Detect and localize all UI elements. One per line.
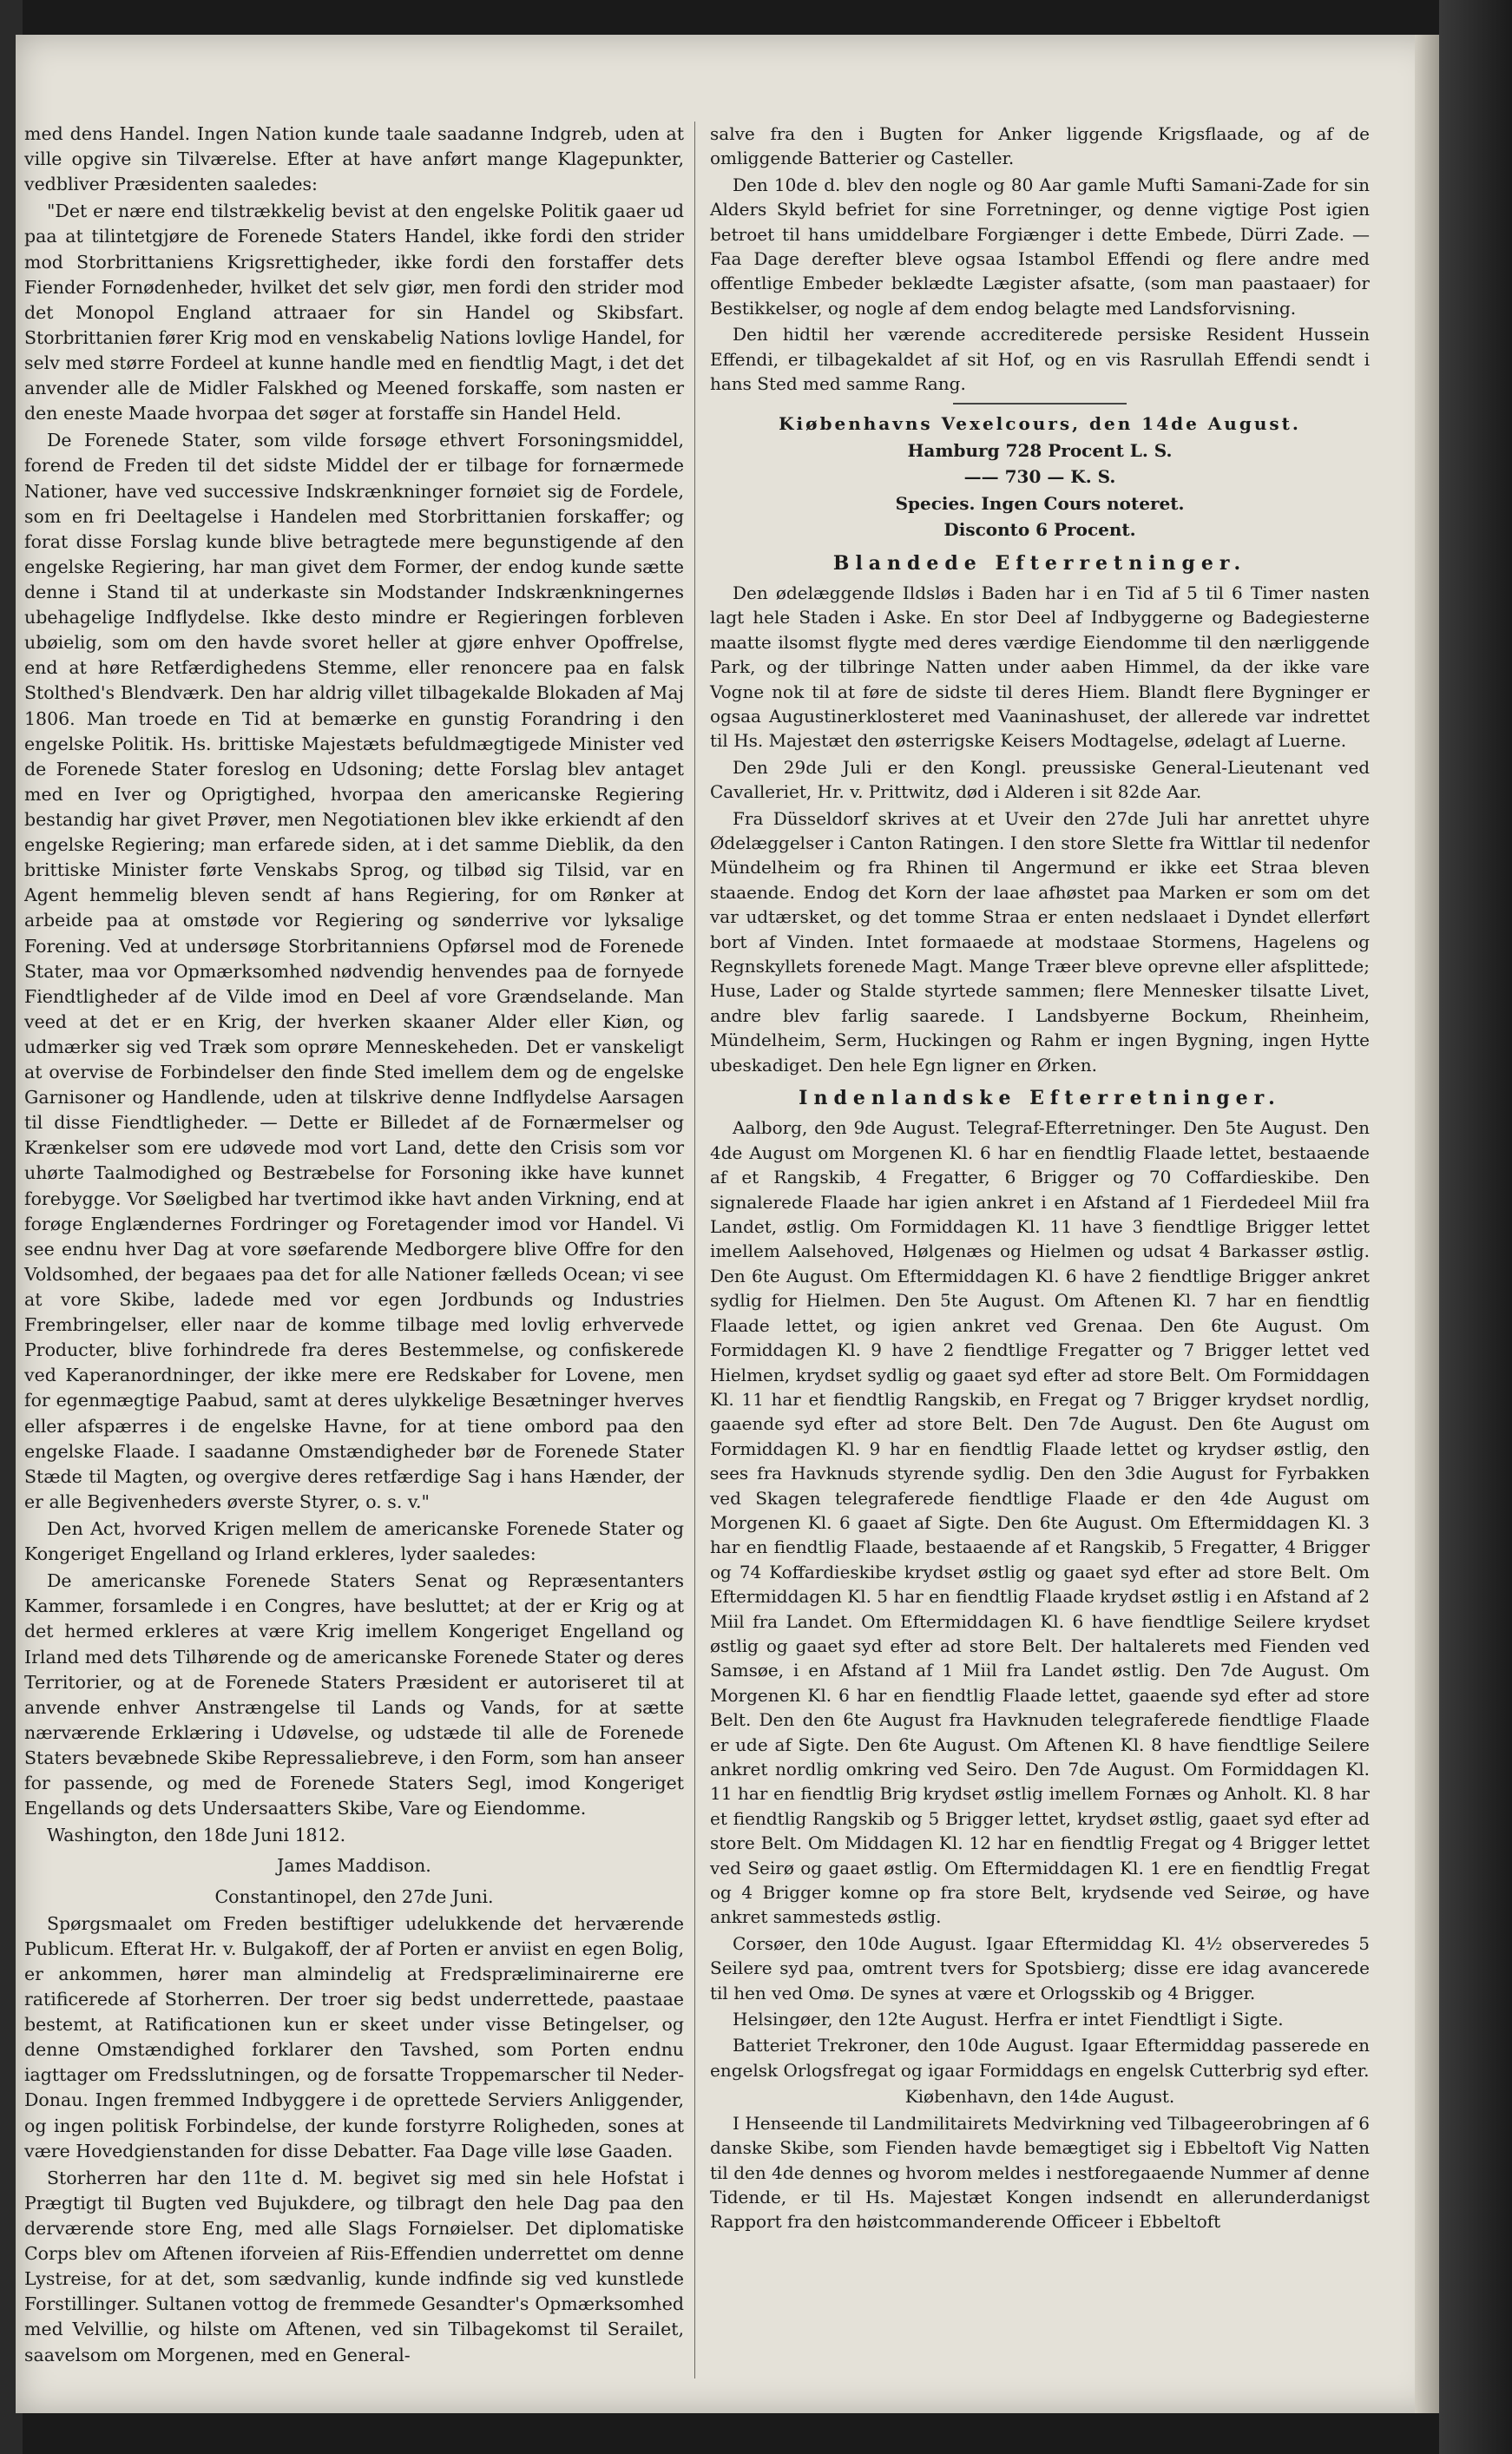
- dateline-kiobenhavn: Kiøbenhavn, den 14de August.: [904, 2086, 1175, 2108]
- article-paragraph: De americanske Forenede Staters Senat og Repræsentanters Kammer, forsamlede i en Congres, have besluttet; at der er Krig og at det hermed erkleres at være Krig imellem Kongeriget Engelland og Irland med dets Tilhørende og de americanske Forenede Stater og deres Territorier, og at de Forenede Staters Præsident er autoriseret til at anvende enhver Anstrængelse til Lands og Vands, for at sætte nærværende Erklæring i Udøvelse, og udstæde til alle de Forenede Staters bevæbnede Skibe Repressaliebreve, i den Form, som han anseer for passende, og med de Forenede Staters Segl, imod Kongeriget Engellands og dets Undersaatters Skibe, Vare og Eiendomme.: [24, 1570, 684, 1819]
- article-paragraph: salve fra den i Bugten for Anker liggende Krigsflaade, og af de omliggende Batterier og Casteller.: [710, 123, 1370, 169]
- article-paragraph: Spørgsmaalet om Freden bestiftiger udelukkende det herværende Publicum. Efterat Hr. v. Bulgakoff, der af Porten er anviist en egen Bolig, er ankommen, hører man almindelig at Fredspræliminairerne ere ratificerede af Storherren. Der troer sig bedst underrettede, paastaae bestemt, at Ratificationen kun er skeet under visse Betingelser, og denne Omstændighed forklarer den Tavshed, som Porten endnu iagttager om Fredsslutningen, og de forsatte Troppemarscher til Neder-Donau. Ingen fremmed Indbyggere i de oprettede Serviers Anliggender, og ingen politisk Forbindelse, der kunde forstyrre Roligheden, sones at være Hovedgienstanden for disse Debatter. Faa Dage ville løse Gaaden.: [24, 1912, 684, 2161]
- section-heading-blandede: Blandede Efterretninger.: [832, 551, 1247, 575]
- dateline: Washington, den 18de Juni 1812.: [47, 1825, 346, 1846]
- article-paragraph: "Det er nære end tilstrækkelig bevist at den engelske Politik gaaer ud paa at tilintetgjøre de Forenede Staters Handel, ikke fordi den strider mod Storbrittaniens Krigsrettigheder, ikke fordi den forstaffer dets Fiender Fornødenheder, hvilket det selv giør, men fordi den strider mod det Monopol England attraaer for sin Handel og Skibsfart. Storbrittanien fører Krig mod en venskabelig Nations lovlige Handel, for selv med større Fordeel at kunne handle med en fiendtlig Magt, i det det anvender alle de Midler Falskhed og Meened forskaffe, som nasten er den eneste Maade hvorpaa det søger at forstaffe sin Handel Held.: [24, 201, 684, 424]
- column-divider: [694, 122, 695, 2378]
- article-paragraph: Den hidtil her værende accrediterede persiske Resident Hussein Effendi, er tilbagekaldet af sit Hof, og en vis Rasrullah Effendi sendt i hans Sted med samme Rang.: [710, 324, 1370, 395]
- article-paragraph: med dens Handel. Ingen Nation kunde taale saadanne Indgreb, uden at ville opgive sin Tilværelse. Efter at have anført mange Klagepunkter, vedbliver Præsidenten saaledes:: [24, 123, 684, 195]
- signature: James Maddison.: [277, 1855, 431, 1877]
- article-paragraph: De Forenede Stater, som vilde forsøge ethvert Forsoningsmiddel, forend de Freden til det sidste Middel der er tilbage for fornærmede Nationer, have ved successive Indskrænkninger fornøiet sig de Fordele, som en fri Deeltagelse i Handelen med Storbrittanien forskaffer; og forat disse Forslag kunde blive betragtede mere begunstigende af den engelske Regiering, har man givet dem Former, der endog kunde sætte denne i Stand til at underkaste sin Modstander Indskrænkningernes ubehagelige Indflydelse. Ikke desto mindre er Regieringen forbleven ubøielig, som om den havde svoret heller at gjøre enhver Opoffrelse, end at høre Retfærdighedens Stemme, eller renoncere paa en falsk Stolthed's Blendværk. Den har aldrig villet tilbagekalde Blokaden af Maj 1806. Man troede en Tid at bemærke en gunstig Forandring i den engelske Politik. Hs. brittiske Majestæts befuldmægtigede Minister ved de Forenede Stater foreslog en Udsoning; dette Forslag blev antaget med en Iver og Oprigtighed, hvorpaa den americanske Regiering bestandig har givet Prøver, men Negotiationen blev ikke erkiendt af den engelske Regiering; man erfarede siden, at i det samme Dieblik, da den brittiske Minister førte Venskabs Sprog, og tilbød sig Tilsid, var en Agent hemmelig bleven sendt af hans Regiering, for om Rønker at arbeide paa at omstøde vor Regiering og sønderrive vor lyksalige Forening. Ved at undersøge Storbritanniens Opførsel mod de Forenede Stater, maa vor Opmærksomhed nødvendig henvendes paa de fornyede Fiendtligheder af de Vilde imod en Deel af vore Grændselande. Man veed at det er en Krig, der hverken skaaner Alder eller Kiøn, og udmærker sig ved Træk som oprøre Menneskeheden. Det er vanskeligt at overvise de Forbindelser den finde Sted imellem dem og de engelske Garnisoner og Handlende, uden at tilskrive denne Indflydelse Aarsagen til disse Fiendtligheder. — Dette er Billedet af de Fornærmelser og Krænkelser som ere udøvede mod vort Land, dette den Crisis som vor uhørte Taalmodighed og Bestræbelse for Forsoning ikke have kunnet forebygge. Vor Søeligbed har tvertimod ikke havt anden Virkning, end at forøge Englændernes Fordringer og Foretagender imod vor Handel. Vi see endnu hver Dag at vore søefarende Medborgere blive Offre for den Voldsomhed, der begaaes paa det for alle Nationer fælleds Ocean; vi see at vore Skibe, ladede med vor egen Jordbunds og Industries Frembringelser, eller naar de komme tilbage med lovlig erhvervede Producter, blive forhindrede fra deres Bestemmelse, og confiskerede ved Kaperanordninger, der ikke mere ere Redskaber for Lovene, men for egenmægtige Paabud, samt at deres ulykkelige Besætninger hverves eller afspærres i de engelske Havne, for at tiene ombord paa den engelske Flaade. I saadanne Omstændigheder bør de Forenede Stater Stæde til Magten, og overgive deres retfærdige Sag i hans Hænder, der er alle Begivenheders øverste Styrer, o. s. v.": [24, 430, 684, 1512]
- article-paragraph: Aalborg, den 9de August. Telegraf-Efterretninger. Den 5te August. Den 4de August om Morgenen Kl. 6 har en fiendtlig Flaade lettet, bestaaende af et Rangskib, 4 Fregatter, 6 Brigger og 70 Coffardieskibe. Den signalerede Flaade har igien ankret i en Afstand af 1 Fierdedeel Miil fra Landet, østlig. Om Formiddagen Kl. 11 have 3 fiendtlige Brigger lettet imellem Aalsehoved, Hølgenæs og Hielmen og udsat 4 Barkasser østlig. Den 6te August. Om Eftermiddagen Kl. 6 have 2 fiendtlige Brigger ankret sydlig for Hielmen. Den 5te August. Om Aftenen Kl. 7 har en fiendtlig Flaade lettet, og igien ankret ved Grenaa. Den 6te August. Om Formiddagen Kl. 9 have 2 fiendtlige Fregatter og 7 Brigger lettet ved Hielmen, krydset sydlig og gaaet syd efter ad store Belt. Om Formiddagen Kl. 11 har et fiendtlig Rangskib, en Fregat og 7 Brigger krydset nordlig, gaaende syd efter ad store Belt. Den 7de August. Den 6te August om Formiddagen Kl. 9 har en fiendtlig Flaade lettet og krydser østlig, den sees fra Havknuds styrende sydlig. Den den 3die August for Fyrbakken ved Skagen telegraferede fiendtlige Flaade er den 4de August om Morgenen Kl. 6 gaaet af Sigte. Den 6te August. Om Eftermiddagen Kl. 3 har en fiendtlig Flaade, bestaaende af et Rangskib, 5 Fregatter, 4 Brigger og 74 Koffardieskibe krydset østlig og gaaet syd efter ad store Belt. Om Eftermiddagen Kl. 5 har en fiendtlig Flaade krydset østlig i en Afstand af 2 Miil fra Landet. Om Eftermiddagen Kl. 6 have fiendtlige Seilere krydset østlig og gaaet syd efter ad store Belt. Der haltalerets med Fienden ved Samsøe, i en Afstand af 1 Miil fra Landet østlig. Den 7de August. Om Morgenen Kl. 6 har en fiendtlig Flaade lettet, gaaende syd efter ad store Belt. Den den 6te August fra Havknuden telegraferede fiendtlige Flaade er ude af Sigte. Den 6te August. Om Aftenen Kl. 8 have fiendtlige Seilere ankret nordlig omkring ved Seiro. Den 7de August. Om Formiddagen Kl. 11 har en fiendtlig Brig krydset østlig imellem Fornæs og Anholt. Kl. 8 har et fiendtlig Rangskib og 5 Brigger lettet, krydset østlig, gaaet syd efter ad store Belt. Om Middagen Kl. 12 har en fiendtlig Fregat og 4 Brigger lettet ved Seirø og gaaet østlig. Om Eftermiddagen Kl. 1 ere en fiendtlig Fregat og 4 Brigger komne op fra store Belt, krydsende ved Seirøe, og have ankret sammesteds østlig.: [710, 1117, 1370, 1928]
- article-paragraph: Storherren har den 11te d. M. begivet sig med sin hele Hofstat i Prægtigt til Bugten ved Bujukdere, og tilbragt den hele Dag paa den derværende store Eng, med alle Slags Fornøielser. Det diplomatiske Corps blev om Aftenen iforveien af Riis-Effendien underrettet om denne Lystreise, for at det, som sædvanlig, kunde indfinde sig ved kunstlede Forstillinger. Sultanen vottog de fremmede Gesandter's Opmærksomhed med Velvillie, og hilste om Aftenen, ved sin Tilbagekomst til Serailet, saavelsom om Morgenen, med en General-: [24, 2167, 684, 2365]
- right-column: [710, 122, 1370, 2236]
- exchange-title: Kiøbenhavns Vexelcours, den 14de August.: [779, 413, 1301, 435]
- dateline-constantinopel: Constantinopel, den 27de Juni.: [214, 1885, 494, 1907]
- article-paragraph: Helsingøer, den 12te August. Herfra er intet Fiendtligt i Sigte.: [733, 2009, 1284, 2030]
- article-paragraph: Den ødelæggende Ildsløs i Baden har i en Tid af 5 til 6 Timer nasten lagt hele Staden i Aske. En stor Deel af Indbyggerne og Badegiesterne maatte ilsomst flygte med deres værdige Eiendomme til den nærliggende Park, og der tilbringe Natten under aaben Himmel, da der ikke vare Vogne nok til at føre de sidste til deres Hiem. Blandt flere Bygninger er ogsaa Augustinerklosteret med Vaaninashuset, der allerede var indrettet til Hs. Majestæt den østerrigske Keisers Modtagelse, ødelagt af Luerne.: [710, 582, 1370, 752]
- article-paragraph: Fra Düsseldorf skrives at et Uveir den 27de Juli har anrettet uhyre Ødelæggelser i Canton Ratingen. I den store Slette fra Wittlar til nedenfor Mündelheim og fra Rhinen til Angermund er ikke eet Straa bleven staaende. Endog det Korn der laae afhøstet paa Marken er som om det var udtærsket, og det tomme Straa er enten nedslaaet i Dyndet ellerført bort af Vinden. Intet formaaede at modstaae Stormens, Hagelens og Regnskyllets forenede Magt. Mange Træer bleve oprevne eller afsplittede; Huse, Lader og Stalde styrtede sammen; flere Mennesker tilsatte Livet, andre blev farlig saarede. I Landsbyerne Bockum, Rheinheim, Mündelheim, Serm, Huckingen og Rahm er ingen Bygning, ingen Hytte ubeskadiget. Den hele Egn ligner en Ørken.: [710, 807, 1370, 1076]
- section-heading-indenlandske: Indenlandske Efterretninger.: [799, 1087, 1281, 1110]
- exchange-disconto: Disconto 6 Procent.: [943, 519, 1136, 541]
- page-binding-edge: [1415, 35, 1439, 2413]
- article-paragraph: Corsøer, den 10de August. Igaar Eftermiddag Kl. 4½ observeredes 5 Seilere syd paa, omtrent tvers for Spotsbierg; disse ere idag avancerede til hen ved Omø. De synes at være et Orlogsskib og 4 Brigger.: [710, 1932, 1370, 2003]
- left-column: [24, 122, 684, 2370]
- exchange-species: Species. Ingen Cours noteret.: [895, 492, 1185, 514]
- article-paragraph: Batteriet Trekroner, den 10de August. Igaar Eftermiddag passerede en engelsk Orlogsfregat og igaar Formiddags en engelsk Cutterbrig syd efter.: [710, 2035, 1370, 2081]
- article-paragraph: Den 29de Juli er den Kongl. preussiske General-Lieutenant ved Cavalleriet, Hr. v. Prittwitz, død i Alderen i sit 82de Aar.: [710, 756, 1370, 803]
- article-paragraph: Den 10de d. blev den nogle og 80 Aar gamle Mufti Samani-Zade for sin Alders Skyld befriet for sine Forretninger, og denne vigtige Post igien betroet til hans umiddelbare Forgiænger i dette Embede, Dürri Zade. — Faa Dage derefter bleve ogsaa Istambol Effendi og flere andre med offentlige Embeder beklædte Lægister afsatte, (som man paastaaer) for Bestikkelser, og nogle af dem endog belagte med Landsforvisning.: [710, 174, 1370, 319]
- exchange-hamburg: Hamburg 728 Procent L. S.: [907, 439, 1173, 461]
- article-paragraph: I Henseende til Landmilitairets Medvirkning ved Tilbageerobringen af 6 danske Skibe, som Fienden havde bemægtiget sig i Ebbeltoft Vig Natten til den 4de dennes og hvorom meldes i nestforegaaende Nummer af denne Tidende, er til Hs. Majestæt Kongen indsendt en allerunderdanigst Rapport fra den høistcommanderende Officeer i Ebbeltoft: [710, 2112, 1370, 2233]
- scanner-right-margin: [1439, 0, 1512, 2454]
- exchange-hamburg-ks: —— 730 — K. S.: [963, 466, 1116, 488]
- article-paragraph: Den Act, hvorved Krigen mellem de americanske Forenede Stater og Kongeriget Engelland og Irland erkleres, lyder saaledes:: [24, 1518, 684, 1565]
- section-rule: [953, 403, 1127, 405]
